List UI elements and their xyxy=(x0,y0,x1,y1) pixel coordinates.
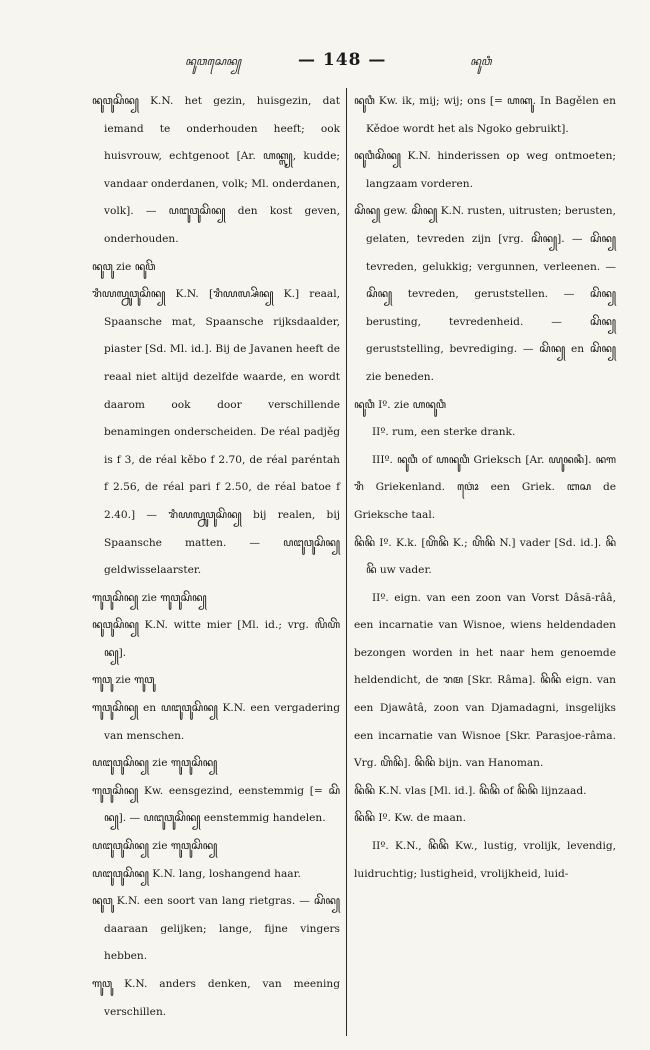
right-column xyxy=(354,88,616,888)
column-divider xyxy=(346,88,347,1036)
entry: ꦤꦸꦮꦸ K.N. een soort van lang rietgras. — ꦱꦼꦤ꧀ daaraan gelijken; lange, fijne vingers hebben. xyxy=(92,895,340,963)
header-left-catchword: ꦤꦸꦮꦱꦺꦤ꧀ xyxy=(185,55,242,68)
entry: ꦒꦸꦮꦸꦱꦼꦤ꧀ en ꦥꦔꦸꦮꦸꦱꦼꦤ꧀ K.N. een vergadering van menschen. xyxy=(92,702,340,742)
entry: ꦤꦸꦮꦸ zie ꦤꦸꦮꦼ xyxy=(92,260,156,273)
entry: ꦒꦸꦮꦸ K.N. anders denken, van meening verschillen. xyxy=(92,978,340,1018)
entry: ꦥꦔꦸꦮꦸꦱꦼꦤ꧀ zie ꦒꦸꦮꦸꦱꦼꦤ꧀ xyxy=(92,840,218,853)
entry-sense: IIIº. ꦤꦸꦮꦶ of ꦲꦤꦸꦮꦶ Grieksch [Ar. ꦪꦸꦤꦤꦶ]. ꦤꦒꦫꦶ Griekenland. ꦮꦺꦴꦁ een Griek. ꦧꦱ de Grieksche taal. xyxy=(354,453,616,521)
entry: ꦒꦸꦮꦸ zie ꦒꦸꦮꦸ xyxy=(92,674,155,687)
entry: ꦒꦸꦮꦸꦱꦼꦤ꧀ zie ꦒꦸꦮꦸꦱꦼꦤ꧀ xyxy=(92,591,207,604)
entry-sense: IIº. eign. van een zoon van Vorst Dâsă-rââ, een incarnatie van Wisnoe, wiens heldendaden bezongen worden in het naar hem genoemde heldendicht, de ꦫꦩ [Skr. Râma]. ꦤꦼꦤꦼ eign. van een Djawâtâ, zoon van Djamadagni, insgelijks een incarnatie van Wisnoe [Skr. Parasjoe-râma. Vrg. ꦲꦼꦤꦼ]. ꦤꦼꦤꦼ bijn. van Hanoman. xyxy=(354,591,616,770)
entry: ꦤꦸꦮꦸꦱꦼꦤ꧀ K.N. het gezin, huisgezin, dat iemand te onderhouden heeft; ook huisvrouw, echtgenoot [Ar. ꦲꦏ꧀ꦭ꧀, kudde; vandaar onderdanen, volk; Ml. onderdanen, volk]. — ꦥꦔꦸꦮꦸꦱꦼꦤ꧀ den kost geven, onderhouden. xyxy=(92,95,340,245)
left-column xyxy=(92,88,340,1026)
entry: ꦫꦶꦪꦭ꧀ꦤꦸꦮꦸꦱꦼꦤ꧀ K.N. [ꦫꦶꦪꦭ꧀ꦱꦼꦤ꧀ K.] reaal, Spaansche mat, Spaansche rijksdaalder, piaster [Sd. Ml. id.]. Bij de Javanen heeft de reaal niet altijd dezelfde waarde, en wordt daarom ook door verschillende benamingen onderscheiden. De réal padjěg is f 3, de réal kěbo f 2.70, de réal paréntah f 2.56, de réal pari f 2.50, de réal batoe f 2.40.] — ꦫꦶꦪꦭ꧀ꦤꦸꦮꦸꦱꦼꦤ꧀ bij realen, bij Spaansche matten. — ꦥꦔꦸꦮꦸꦱꦼꦤ꧀ geldwisselaarster. xyxy=(92,288,340,577)
entry: ꦤꦼꦤꦼ Iº. Kw. de maan. xyxy=(354,812,466,825)
entry: ꦤꦸꦮꦶꦱꦼꦤ꧀ K.N. hinderissen op weg ontmoeten; langzaam vorderen. xyxy=(354,150,616,190)
entry: ꦤꦼꦤꦼ K.N. vlas [Ml. id.]. ꦤꦼꦤꦼ of ꦤꦼꦤꦼ lijnzaad. xyxy=(354,784,587,797)
entry: ꦥꦔꦸꦮꦸꦱꦼꦤ꧀ zie ꦒꦸꦮꦸꦱꦼꦤ꧀ xyxy=(92,757,218,770)
entry: ꦥꦔꦸꦮꦸꦱꦼꦤ꧀ K.N. lang, loshangend haar. xyxy=(92,867,301,880)
entry-sense: IIº. rum, een sterke drank. xyxy=(372,426,516,439)
header-right-catchword: ꦤꦸꦮꦶ xyxy=(470,55,492,68)
page-header xyxy=(0,52,650,76)
entry: ꦤꦼꦤꦼ Iº. K.k. [ꦲꦼꦤꦼ K.; ꦲꦼꦤꦼ N.] vader [Sd. id.]. ꦤꦼꦤꦼ uw vader. xyxy=(354,536,616,577)
entry: ꦒꦸꦮꦸꦱꦼꦤ꧀ Kw. eensgezind, eenstemmig [= ꦱꦼꦤ꧀]. — ꦥꦔꦸꦮꦸꦱꦼꦤ꧀ eenstemmig handelen. xyxy=(92,784,340,825)
entry: ꦤꦸꦮꦶ Kw. ik, mij; wij; ons [= ꦲꦏꦸ. In Bagělen en Kědoe wordt het als Ngoko gebruikt]. xyxy=(354,95,616,135)
page-number: — 148 — xyxy=(298,50,387,70)
entry: ꦤꦸꦮꦸꦱꦼꦤ꧀ K.N. witte mier [Ml. id.; vrg. ꦭꦼꦲꦼꦤ꧀]. xyxy=(92,619,340,659)
entry: ꦱꦼꦤ꧀ gew. ꦱꦼꦤ꧀ K.N. rusten, uitrusten; berusten, gelaten, tevreden zijn [vrg. ꦱꦼꦤ꧀]. — ꦱꦼꦤ꧀ tevreden, gelukkig; vergunnen, verleenen. — ꦱꦼꦤ꧀ tevreden, geruststellen. — ꦱꦼꦤ꧀ berusting, tevredenheid. — ꦱꦼꦤ꧀ geruststelling, bevrediging. — ꦱꦼꦤ꧀ en ꦱꦼꦤ꧀ zie beneden. xyxy=(354,205,616,383)
entry: ꦤꦸꦮꦶ Iº. zie ꦲꦤꦸꦮꦶ xyxy=(354,398,446,411)
entry-sense: IIº. K.N., ꦤꦼꦤꦼ Kw., lustig, vrolijk, levendig, luidruchtig; lustigheid, vrolijkheid, luid- xyxy=(354,840,616,880)
